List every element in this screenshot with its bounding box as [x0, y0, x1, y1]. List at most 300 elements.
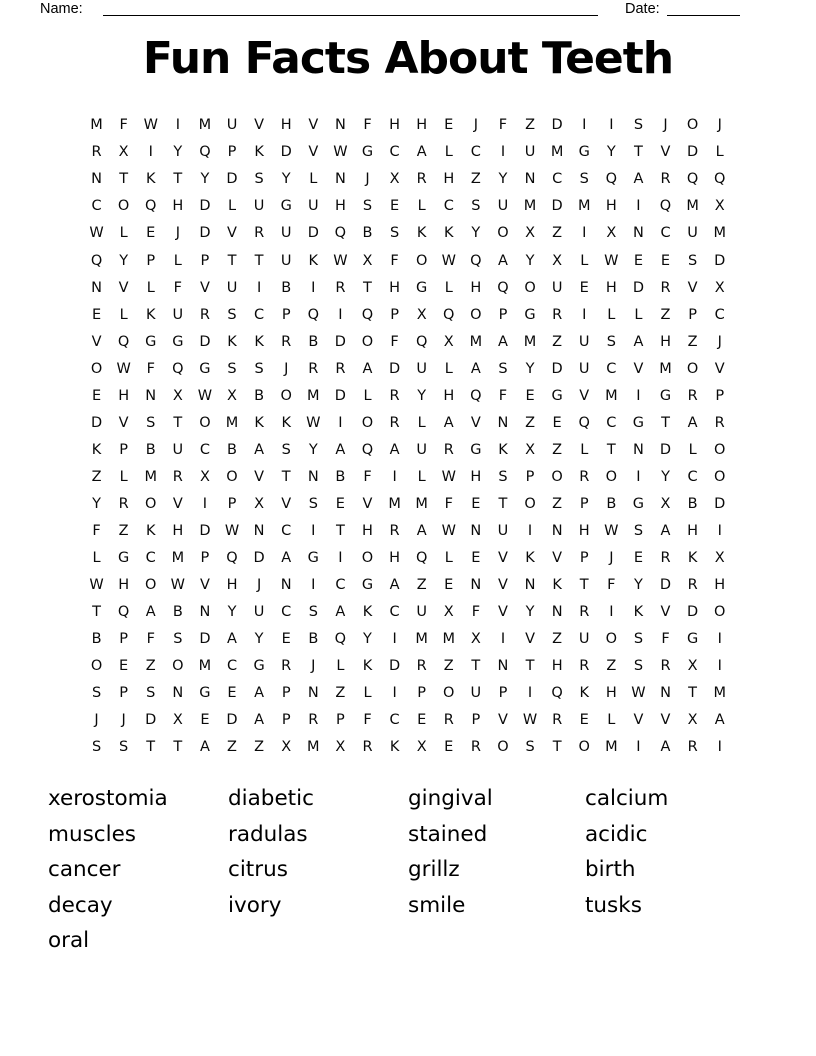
grid-cell: Q — [307, 306, 319, 323]
grid-cell: X — [714, 198, 725, 215]
grid-cell: Q — [415, 333, 428, 350]
grid-cell: G — [280, 198, 292, 215]
grid-cell: F — [390, 252, 399, 269]
grid-cell: D — [687, 144, 699, 161]
grid-cell: L — [417, 198, 426, 215]
grid-cell: B — [308, 333, 319, 350]
grid-cell: D — [714, 252, 726, 269]
grid-cell: C — [91, 198, 102, 215]
grid-cell: U — [172, 306, 184, 323]
grid-cell: O — [551, 468, 563, 485]
grid-cell: H — [443, 171, 455, 188]
grid-cell: E — [660, 252, 671, 269]
grid-cell: S — [308, 495, 318, 512]
grid-cell: M — [144, 468, 157, 485]
grid-cell: X — [416, 306, 427, 323]
name-blank-line — [103, 15, 598, 16]
grid-cell: Q — [172, 360, 184, 377]
grid-cell: R — [687, 387, 698, 404]
grid-cell: G — [118, 550, 130, 567]
date-blank-line — [667, 15, 740, 16]
grid-cell: R — [443, 441, 454, 458]
grid-cell: Z — [606, 658, 617, 675]
grid-cell: E — [281, 631, 291, 648]
grid-cell: W — [333, 144, 348, 161]
grid-cell: V — [497, 577, 508, 594]
grid-cell: J — [284, 360, 289, 377]
grid-cell: N — [632, 225, 644, 242]
grid-cell: I — [500, 144, 506, 161]
grid-cell: P — [525, 468, 535, 485]
grid-cell: M — [225, 414, 239, 431]
grid-cell: A — [416, 522, 427, 539]
grid-cell: E — [525, 387, 535, 404]
grid-cell: Y — [92, 495, 101, 512]
grid-cell: T — [173, 171, 183, 188]
grid-cell: Y — [200, 171, 210, 188]
grid-cell: L — [580, 441, 589, 458]
grid-cell: I — [338, 414, 343, 431]
grid-cell: E — [579, 279, 589, 296]
grid-cell: O — [686, 117, 699, 134]
grid-cell: H — [389, 279, 401, 296]
grid-cell: H — [605, 198, 617, 215]
grid-cell: A — [633, 171, 644, 188]
grid-cell: A — [389, 441, 400, 458]
grid-cell: D — [199, 522, 211, 539]
grid-cell: I — [338, 306, 343, 323]
grid-cell: P — [281, 685, 291, 702]
grid-cell: F — [146, 360, 155, 377]
word-item: muscles — [48, 821, 136, 847]
grid-cell: K — [389, 739, 400, 756]
grid-cell: L — [119, 468, 128, 485]
grid-cell: E — [335, 495, 345, 512]
grid-cell: X — [443, 333, 454, 350]
grid-cell: O — [713, 468, 726, 485]
grid-cell: S — [173, 631, 183, 648]
grid-cell: V — [660, 604, 671, 621]
grid-cell: U — [551, 279, 563, 296]
grid-cell: A — [633, 333, 644, 350]
grid-cell: M — [388, 495, 401, 512]
grid-cell: V — [199, 577, 210, 594]
word-item: smile — [408, 892, 466, 918]
grid-cell: M — [550, 144, 564, 161]
grid-cell: V — [254, 468, 265, 485]
grid-cell: W — [441, 522, 456, 539]
grid-cell: U — [226, 279, 238, 296]
grid-cell: Q — [578, 414, 590, 431]
grid-cell: O — [470, 306, 482, 323]
grid-cell: P — [200, 550, 210, 567]
word-item: decay — [48, 892, 113, 918]
grid-cell: X — [362, 252, 373, 269]
grid-cell: L — [227, 198, 237, 215]
grid-cell: L — [607, 712, 616, 729]
grid-cell: O — [361, 414, 374, 431]
grid-cell: K — [145, 171, 156, 188]
grid-cell: A — [389, 577, 400, 594]
grid-cell: M — [442, 631, 456, 648]
word-item: citrus — [228, 857, 288, 883]
grid-cell: Q — [117, 333, 130, 350]
grid-cell: Y — [308, 441, 318, 458]
grid-cell: U — [226, 117, 238, 134]
grid-cell: A — [254, 712, 265, 729]
grid-cell: W — [306, 414, 321, 431]
grid-cell: W — [116, 360, 131, 377]
grid-cell: Y — [363, 631, 372, 648]
grid-cell: T — [471, 658, 481, 675]
grid-cell: R — [579, 658, 590, 675]
grid-cell: V — [497, 712, 508, 729]
grid-cell: J — [473, 117, 478, 134]
grid-cell: E — [633, 550, 643, 567]
grid-cell: V — [633, 712, 644, 729]
grid-cell: U — [416, 604, 427, 621]
grid-cell: H — [660, 333, 671, 350]
grid-cell: E — [417, 712, 427, 729]
grid-cell: R — [714, 414, 725, 431]
grid-cell: G — [632, 414, 645, 431]
grid-cell: Z — [660, 306, 671, 323]
word-item: grillz — [408, 857, 460, 883]
grid-cell: K — [498, 441, 508, 458]
grid-cell: W — [197, 387, 213, 404]
grid-cell: U — [524, 144, 536, 161]
word-item: calcium — [585, 786, 669, 811]
grid-cell: T — [606, 441, 616, 458]
grid-cell: X — [687, 712, 698, 729]
grid-cell: T — [579, 577, 589, 594]
grid-cell: R — [362, 739, 373, 756]
grid-cell: W — [604, 252, 619, 269]
grid-cell: B — [172, 604, 183, 621]
grid-cell: D — [253, 550, 265, 567]
grid-cell: G — [416, 279, 428, 296]
grid-cell: Q — [90, 252, 103, 269]
grid-cell: K — [308, 252, 319, 269]
grid-cell: E — [444, 577, 454, 594]
grid-cell: O — [497, 225, 509, 242]
grid-cell: E — [444, 739, 454, 756]
grid-cell: J — [609, 550, 614, 567]
grid-cell: N — [470, 577, 482, 594]
grid-cell: Q — [470, 387, 482, 404]
grid-cell: Y — [417, 387, 427, 404]
word-search-grid — [83, 112, 733, 761]
grid-cell: S — [91, 739, 102, 756]
grid-cell: X — [714, 550, 725, 567]
grid-cell: V — [579, 387, 590, 404]
grid-cell: O — [605, 631, 618, 648]
grid-cell: Q — [551, 685, 563, 702]
grid-cell: G — [307, 550, 319, 567]
grid-cell: Q — [415, 550, 428, 567]
grid-cell: V — [497, 604, 508, 621]
grid-cell: V — [308, 144, 319, 161]
grid-cell: R — [281, 658, 292, 675]
grid-cell: F — [119, 117, 128, 134]
word-item: stained — [408, 821, 488, 847]
grid-cell: J — [311, 658, 316, 675]
grid-cell: Y — [254, 631, 264, 648]
grid-cell: N — [172, 685, 184, 702]
grid-cell: V — [172, 495, 183, 512]
grid-cell: X — [227, 387, 237, 404]
grid-cell: P — [390, 306, 399, 323]
grid-cell: M — [523, 198, 537, 215]
grid-cell: I — [582, 225, 587, 242]
grid-cell: S — [281, 441, 291, 458]
grid-cell: X — [606, 225, 617, 242]
grid-cell: T — [227, 252, 237, 269]
grid-cell: W — [522, 712, 538, 729]
grid-cell: N — [334, 171, 346, 188]
grid-cell: C — [687, 468, 698, 485]
grid-cell: G — [199, 685, 211, 702]
word-list-column — [408, 781, 493, 923]
grid-cell: S — [254, 171, 264, 188]
grid-cell: I — [338, 550, 343, 567]
grid-cell: P — [579, 495, 589, 512]
grid-cell: X — [525, 441, 536, 458]
grid-cell: L — [688, 441, 697, 458]
grid-cell: S — [633, 631, 644, 648]
grid-cell: H — [578, 522, 590, 539]
grid-cell: O — [172, 658, 184, 675]
grid-cell: M — [171, 550, 185, 567]
grid-cell: L — [607, 306, 616, 323]
grid-cell: C — [281, 604, 292, 621]
grid-cell: O — [199, 414, 211, 431]
grid-cell: Q — [334, 225, 347, 242]
grid-cell: R — [443, 712, 454, 729]
grid-cell: Q — [659, 198, 672, 215]
grid-cell: O — [578, 739, 590, 756]
grid-cell: Z — [443, 658, 454, 675]
grid-cell: D — [199, 198, 211, 215]
grid-cell: L — [119, 306, 128, 323]
grid-cell: A — [660, 739, 671, 756]
grid-cell: D — [226, 712, 238, 729]
grid-cell: Y — [525, 252, 535, 269]
grid-cell: O — [524, 279, 536, 296]
word-item: radulas — [228, 821, 308, 847]
grid-cell: X — [281, 739, 292, 756]
grid-cell: B — [335, 468, 346, 485]
word-item: ivory — [228, 892, 282, 918]
grid-cell: A — [497, 252, 508, 269]
grid-cell: S — [119, 739, 129, 756]
grid-cell: A — [416, 144, 427, 161]
grid-cell: H — [118, 577, 130, 594]
grid-cell: Z — [416, 577, 427, 594]
grid-cell: A — [281, 550, 292, 567]
grid-cell: H — [687, 522, 699, 539]
grid-cell: S — [362, 198, 373, 215]
grid-cell: J — [175, 225, 180, 242]
grid-cell: M — [307, 387, 320, 404]
grid-cell: E — [146, 225, 156, 242]
grid-cell: H — [470, 279, 482, 296]
grid-cell: O — [713, 441, 726, 458]
grid-cell: S — [227, 360, 237, 377]
grid-cell: D — [334, 333, 346, 350]
grid-cell: M — [605, 739, 618, 756]
word-item: cancer — [48, 857, 121, 883]
grid-cell: R — [660, 550, 671, 567]
grid-cell: H — [362, 522, 373, 539]
grid-cell: I — [582, 306, 587, 323]
grid-cell: C — [199, 441, 210, 458]
grid-cell: H — [118, 387, 130, 404]
grid-cell: K — [254, 414, 264, 431]
grid-cell: G — [361, 144, 374, 161]
grid-cell: V — [552, 550, 563, 567]
grid-cell: G — [632, 495, 645, 512]
grid-cell: P — [227, 144, 237, 161]
grid-cell: O — [686, 360, 699, 377]
grid-cell: D — [659, 577, 672, 594]
grid-cell: L — [417, 414, 426, 431]
word-list-column — [585, 781, 668, 923]
grid-cell: Y — [173, 144, 183, 161]
grid-cell: M — [659, 360, 672, 377]
grid-cell: Z — [552, 333, 563, 350]
grid-cell: Q — [686, 171, 699, 188]
grid-cell: Y — [281, 171, 291, 188]
grid-cell: I — [311, 522, 316, 539]
grid-cell: A — [687, 414, 698, 431]
grid-cell: R — [254, 225, 265, 242]
grid-cell: Z — [145, 658, 156, 675]
grid-cell: V — [199, 279, 210, 296]
grid-cell: D — [388, 658, 401, 675]
grid-cell: H — [714, 577, 726, 594]
grid-cell: O — [524, 495, 536, 512]
grid-cell: Q — [443, 306, 455, 323]
grid-cell: L — [309, 171, 318, 188]
grid-cell: B — [254, 387, 265, 404]
grid-cell: G — [686, 631, 699, 648]
grid-cell: Z — [91, 468, 102, 485]
grid-cell: F — [363, 712, 372, 729]
grid-cell: U — [280, 225, 292, 242]
grid-cell: R — [389, 414, 400, 431]
grid-cell: M — [713, 685, 726, 702]
grid-cell: X — [660, 495, 671, 512]
grid-cell: T — [363, 279, 372, 296]
grid-cell: Z — [687, 333, 698, 350]
grid-cell: D — [280, 144, 292, 161]
grid-cell: C — [552, 171, 563, 188]
grid-cell: U — [497, 198, 509, 215]
grid-cell: L — [146, 279, 155, 296]
grid-cell: D — [90, 414, 103, 431]
grid-cell: Z — [525, 414, 536, 431]
grid-cell: I — [392, 468, 397, 485]
grid-cell: D — [551, 117, 563, 134]
grid-cell: I — [392, 685, 397, 702]
grid-cell: D — [632, 279, 644, 296]
grid-cell: S — [688, 252, 698, 269]
grid-cell: A — [443, 414, 454, 431]
grid-cell: D — [307, 225, 319, 242]
grid-cell: U — [578, 360, 590, 377]
grid-cell: H — [470, 468, 482, 485]
grid-cell: O — [145, 495, 157, 512]
grid-cell: U — [578, 333, 590, 350]
grid-cell: D — [687, 604, 699, 621]
grid-cell: V — [362, 495, 373, 512]
grid-cell: V — [308, 117, 319, 134]
grid-cell: S — [633, 658, 644, 675]
grid-cell: I — [717, 658, 722, 675]
grid-cell: N — [307, 468, 319, 485]
grid-cell: W — [143, 117, 158, 134]
grid-cell: I — [717, 739, 722, 756]
grid-cell: R — [552, 306, 563, 323]
grid-cell: Z — [552, 495, 563, 512]
grid-cell: S — [91, 685, 102, 702]
grid-cell: M — [577, 198, 591, 215]
word-list — [0, 781, 816, 981]
grid-cell: R — [308, 712, 319, 729]
grid-cell: I — [311, 279, 316, 296]
grid-cell: C — [660, 225, 671, 242]
grid-cell: U — [172, 441, 184, 458]
grid-cell: S — [146, 414, 156, 431]
grid-cell: Q — [361, 441, 374, 458]
grid-cell: A — [335, 441, 346, 458]
grid-cell: C — [389, 604, 400, 621]
grid-cell: R — [687, 739, 698, 756]
word-item: gingival — [408, 786, 493, 811]
grid-cell: T — [498, 495, 508, 512]
grid-cell: M — [605, 387, 618, 404]
grid-cell: M — [198, 658, 212, 675]
grid-cell: G — [524, 306, 536, 323]
grid-cell: C — [606, 414, 617, 431]
grid-cell: E — [471, 495, 481, 512]
grid-cell: H — [280, 117, 292, 134]
grid-cell: V — [660, 144, 671, 161]
grid-cell: V — [660, 712, 671, 729]
grid-cell: A — [145, 604, 156, 621]
grid-cell: L — [417, 468, 426, 485]
page-title: Fun Facts About Teeth — [142, 33, 674, 84]
grid-cell: H — [172, 522, 184, 539]
grid-cell: P — [119, 441, 129, 458]
grid-cell: R — [660, 658, 671, 675]
grid-cell: P — [281, 712, 291, 729]
grid-cell: N — [632, 441, 644, 458]
grid-cell: N — [307, 685, 319, 702]
grid-cell: T — [688, 685, 698, 702]
grid-cell: U — [470, 685, 482, 702]
grid-cell: F — [661, 631, 670, 648]
grid-cell: F — [92, 522, 101, 539]
grid-cell: B — [308, 631, 319, 648]
grid-cell: M — [523, 333, 537, 350]
grid-cell: D — [551, 360, 563, 377]
grid-cell: J — [94, 712, 99, 729]
grid-cell: J — [717, 333, 722, 350]
grid-cell: S — [633, 117, 644, 134]
grid-cell: V — [281, 495, 292, 512]
